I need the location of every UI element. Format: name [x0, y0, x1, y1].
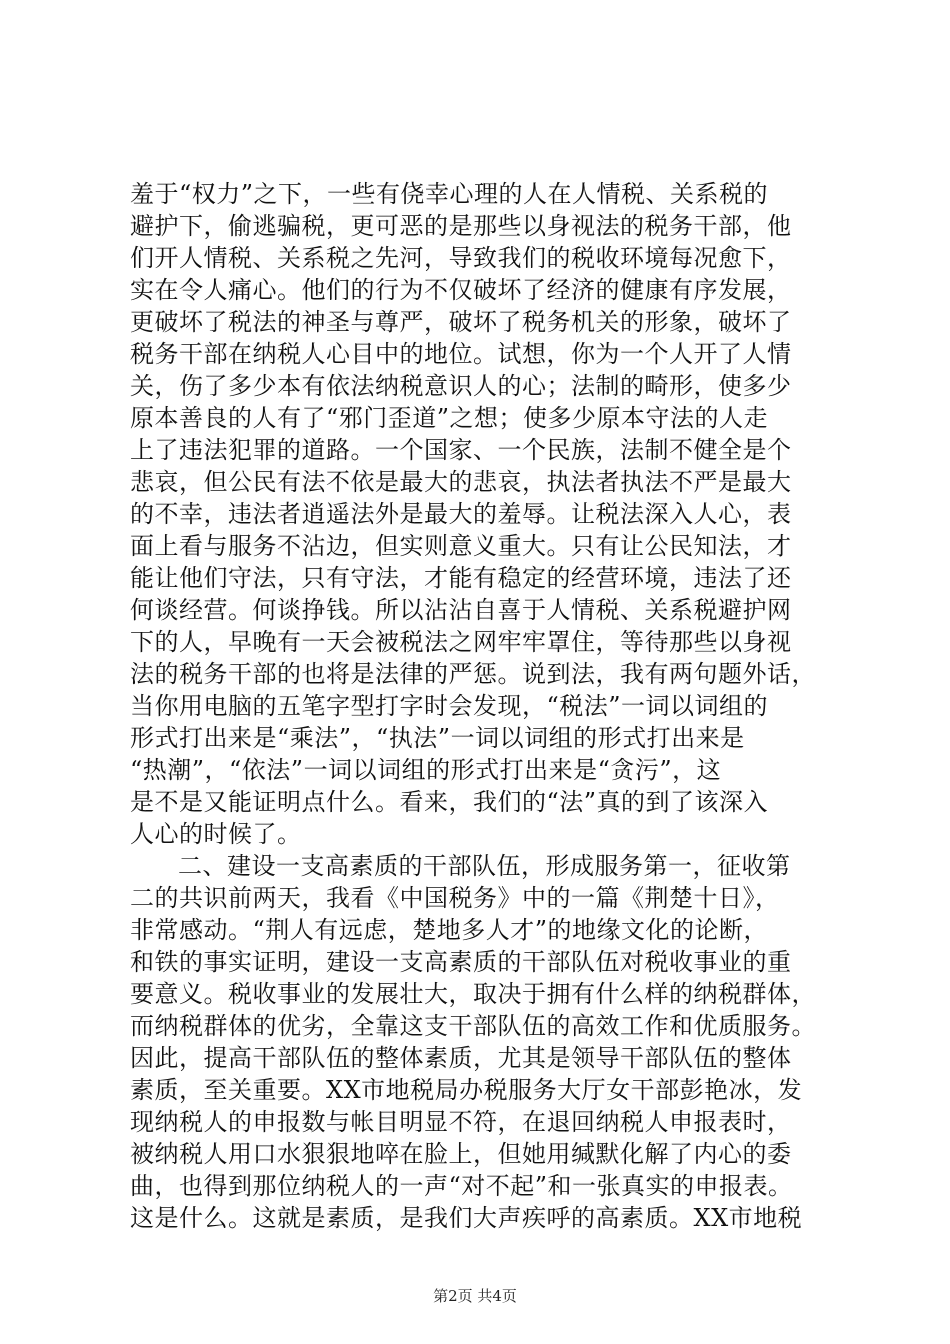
text-line: 面上看与服务不沾边，但实则意义重大。只有让公民知法，才: [130, 532, 792, 560]
text-line: 们开人情税、关系税之先河，导致我们的税收环境每况愈下，: [130, 244, 792, 272]
text-line: 被纳税人用口水狠狠地啐在脸上，但她用缄默化解了内心的委: [130, 1140, 792, 1168]
text-line: 实在令人痛心。他们的行为不仅破坏了经济的健康有序发展，: [130, 276, 792, 304]
text-line: 而纳税群体的优劣，全靠这支干部队伍的高效工作和优质服务。: [130, 1012, 816, 1040]
document-body: [130, 178, 830, 1234]
text-line: 能让他们守法，只有守法，才能有稳定的经营环境，违法了还: [130, 564, 792, 592]
text-line: 税务干部在纳税人心目中的地位。试想，你为一个人开了人情: [130, 340, 792, 368]
page-footer: 第2页 共4页: [433, 1287, 517, 1305]
text-line: 的不幸，违法者逍遥法外是最大的羞辱。让税法深入人心，表: [130, 500, 792, 528]
text-line: 二的共识前两天，我看《中国税务》中的一篇《荆楚十日》，: [130, 884, 780, 912]
text-line: 上了违法犯罪的道路。一个国家、一个民族，法制不健全是个: [130, 436, 792, 464]
paragraph-1: [130, 178, 830, 850]
text-line: 避护下，偷逃骗税，更可恶的是那些以身视法的税务干部，他: [130, 212, 792, 240]
text-line: 要意义。税收事业的发展壮大，取决于拥有什么样的纳税群体，: [130, 980, 816, 1008]
text-line: 现纳税人的申报数与帐目明显不符，在退回纳税人申报表时，: [130, 1108, 792, 1136]
text-line: 悲哀，但公民有法不依是最大的悲哀，执法者执法不严是最大: [130, 468, 792, 496]
text-line: 当你用电脑的五笔字型打字时会发现，“税法”一词以词组的: [130, 692, 769, 720]
text-line: 更破坏了税法的神圣与尊严，破坏了税务机关的形象，破坏了: [130, 308, 792, 336]
text-line: 这是什么。这就是素质，是我们大声疾呼的高素质。XX市地税: [130, 1204, 803, 1232]
text-line: 和铁的事实证明，建设一支高素质的干部队伍对税收事业的重: [130, 948, 792, 976]
text-line: 人心的时候了。: [130, 820, 302, 848]
text-line: 非常感动。“荆人有远虑，楚地多人才”的地缘文化的论断，: [130, 916, 769, 944]
text-line: 曲，也得到那位纳税人的一声“对不起”和一张真实的申报表。: [130, 1172, 793, 1200]
text-line: 形式打出来是“乘法”，“执法”一词以词组的形式打出来是: [130, 724, 745, 752]
text-line: 法的税务干部的也将是法律的严惩。说到法，我有两句题外话，: [130, 660, 816, 688]
text-line: 原本善良的人有了“邪门歪道”之想；使多少原本守法的人走: [130, 404, 769, 432]
text-line: 何谈经营。何谈挣钱。所以沾沾自喜于人情税、关系税避护网: [130, 596, 792, 624]
paragraph-2: [130, 850, 830, 1234]
text-line: 下的人，早晚有一天会被税法之网牢牢罩住，等待那些以身视: [130, 628, 792, 656]
text-line: 素质，至关重要。XX市地税局办税服务大厅女干部彭艳冰，发: [130, 1076, 803, 1104]
text-line: 羞于“权力”之下，一些有侥幸心理的人在人情税、关系税的: [130, 180, 769, 208]
text-line: 二、建设一支高素质的干部队伍，形成服务第一，征收第: [178, 852, 791, 880]
text-line: 关，伤了多少本有依法纳税意识人的心；法制的畸形，使多少: [130, 372, 792, 400]
text-line: 因此，提高干部队伍的整体素质，尤其是领导干部队伍的整体: [130, 1044, 792, 1072]
text-line: “热潮”，“依法”一词以词组的形式打出来是“贪污”，这: [130, 756, 722, 784]
text-line: 是不是又能证明点什么。看来，我们的“法”真的到了该深入: [130, 788, 769, 816]
